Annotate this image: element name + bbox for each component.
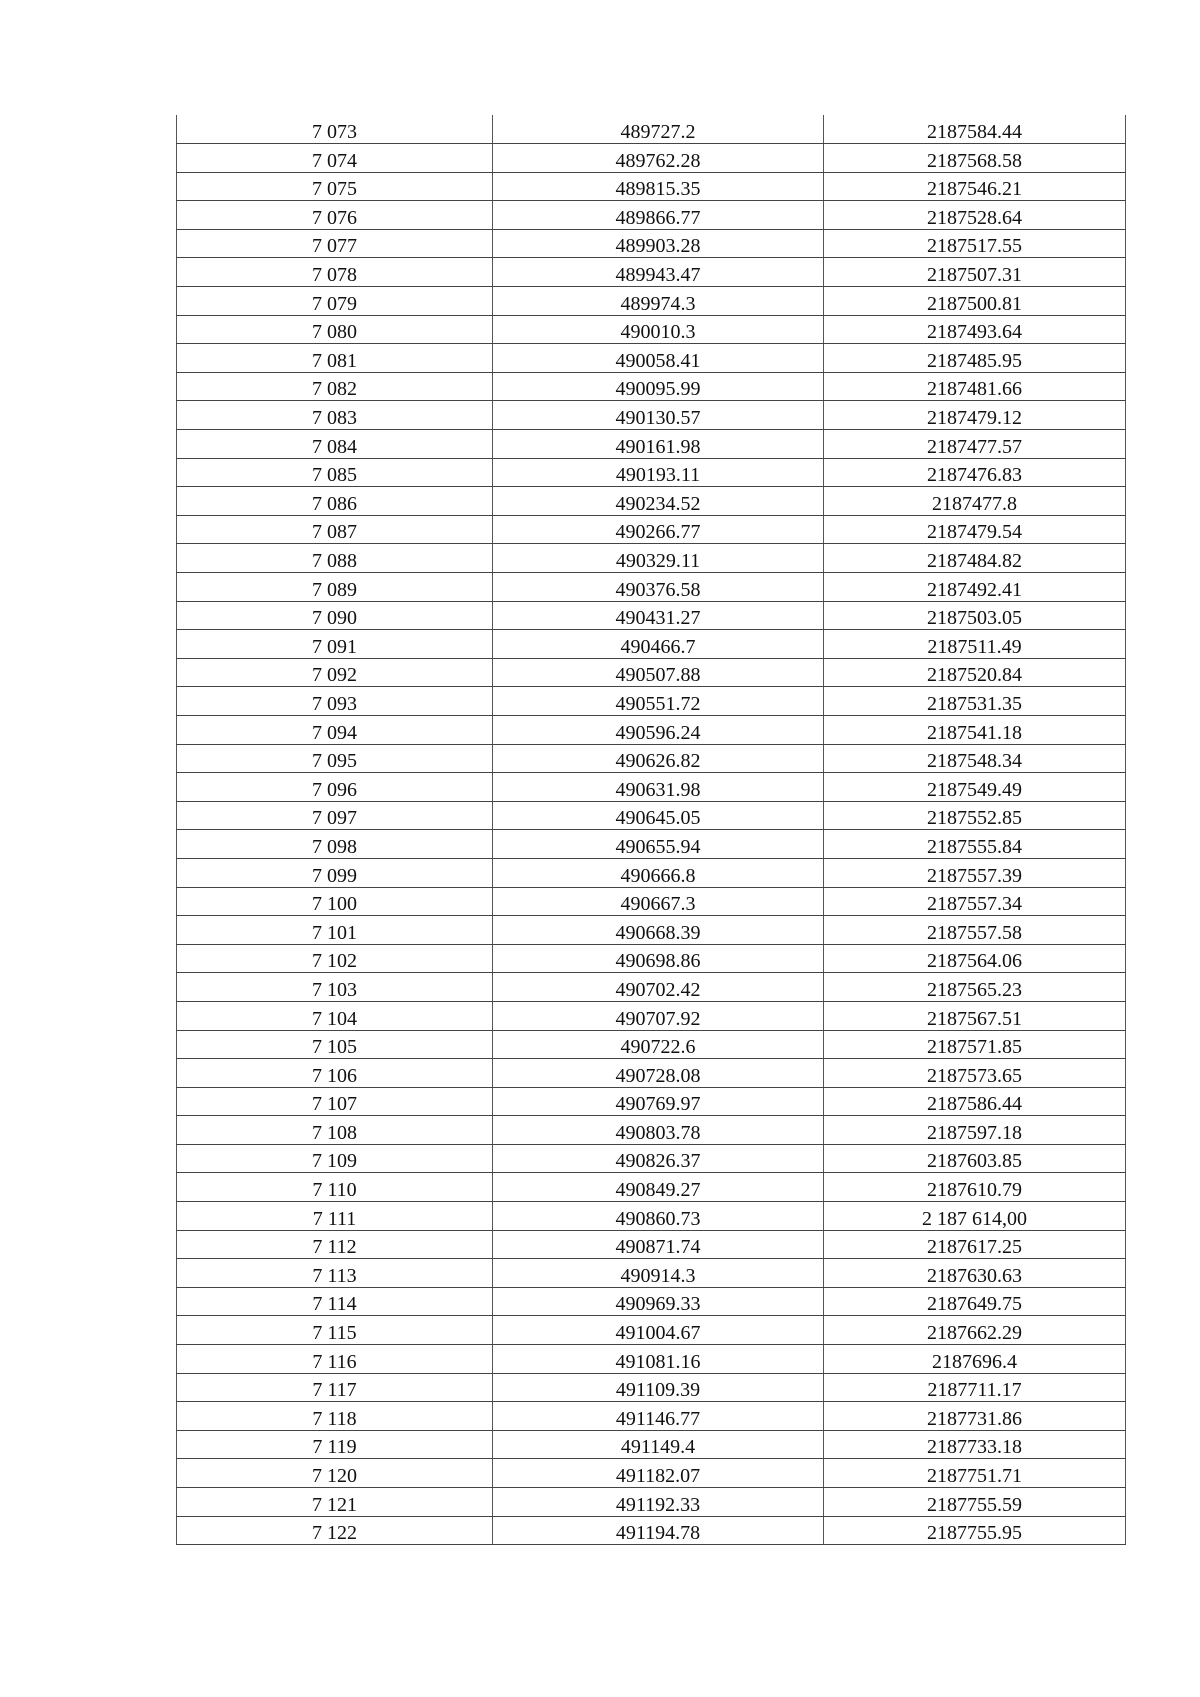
x-coordinate-cell: 490329.11 xyxy=(493,544,824,573)
y-coordinate-cell: 2187541.18 xyxy=(824,715,1126,744)
point-number-cell: 7 115 xyxy=(177,1316,493,1345)
y-coordinate-cell: 2187479.12 xyxy=(824,401,1126,430)
table-row xyxy=(177,1373,1126,1402)
table-row xyxy=(177,944,1126,973)
table-row xyxy=(177,1059,1126,1088)
y-coordinate-cell: 2187630.63 xyxy=(824,1259,1126,1288)
point-number-cell: 7 089 xyxy=(177,573,493,602)
x-coordinate-cell: 490161.98 xyxy=(493,430,824,459)
y-coordinate-cell: 2187755.95 xyxy=(824,1516,1126,1545)
point-number-cell: 7 087 xyxy=(177,515,493,544)
point-number-cell: 7 104 xyxy=(177,1001,493,1030)
x-coordinate-cell: 491081.16 xyxy=(493,1345,824,1374)
x-coordinate-cell: 490058.41 xyxy=(493,344,824,373)
table-row xyxy=(177,1402,1126,1431)
table-row xyxy=(177,229,1126,258)
coordinates-table xyxy=(176,115,1126,1545)
x-coordinate-cell: 490803.78 xyxy=(493,1116,824,1145)
point-number-cell: 7 093 xyxy=(177,687,493,716)
point-number-cell: 7 074 xyxy=(177,144,493,173)
point-number-cell: 7 111 xyxy=(177,1202,493,1231)
table-row xyxy=(177,773,1126,802)
y-coordinate-cell: 2187584.44 xyxy=(824,115,1126,144)
point-number-cell: 7 103 xyxy=(177,973,493,1002)
y-coordinate-cell: 2187755.59 xyxy=(824,1488,1126,1517)
y-coordinate-cell: 2187751.71 xyxy=(824,1459,1126,1488)
table-row xyxy=(177,430,1126,459)
x-coordinate-cell: 489762.28 xyxy=(493,144,824,173)
x-coordinate-cell: 490466.7 xyxy=(493,630,824,659)
point-number-cell: 7 080 xyxy=(177,315,493,344)
point-number-cell: 7 075 xyxy=(177,172,493,201)
y-coordinate-cell: 2187564.06 xyxy=(824,944,1126,973)
x-coordinate-cell: 489974.3 xyxy=(493,287,824,316)
table-row xyxy=(177,887,1126,916)
point-number-cell: 7 091 xyxy=(177,630,493,659)
y-coordinate-cell: 2187711.17 xyxy=(824,1373,1126,1402)
y-coordinate-cell: 2187481.66 xyxy=(824,372,1126,401)
table-row xyxy=(177,573,1126,602)
point-number-cell: 7 118 xyxy=(177,1402,493,1431)
x-coordinate-cell: 490722.6 xyxy=(493,1030,824,1059)
table-row xyxy=(177,1230,1126,1259)
y-coordinate-cell: 2187733.18 xyxy=(824,1430,1126,1459)
table-row xyxy=(177,1345,1126,1374)
point-number-cell: 7 086 xyxy=(177,487,493,516)
point-number-cell: 7 098 xyxy=(177,830,493,859)
y-coordinate-cell: 2187484.82 xyxy=(824,544,1126,573)
x-coordinate-cell: 490698.86 xyxy=(493,944,824,973)
point-number-cell: 7 094 xyxy=(177,715,493,744)
x-coordinate-cell: 490626.82 xyxy=(493,744,824,773)
y-coordinate-cell: 2187586.44 xyxy=(824,1087,1126,1116)
y-coordinate-cell: 2187493.64 xyxy=(824,315,1126,344)
table-row xyxy=(177,344,1126,373)
point-number-cell: 7 096 xyxy=(177,773,493,802)
table-row xyxy=(177,287,1126,316)
y-coordinate-cell: 2187567.51 xyxy=(824,1001,1126,1030)
y-coordinate-cell: 2187573.65 xyxy=(824,1059,1126,1088)
x-coordinate-cell: 491004.67 xyxy=(493,1316,824,1345)
table-row xyxy=(177,830,1126,859)
table-row xyxy=(177,372,1126,401)
x-coordinate-cell: 490769.97 xyxy=(493,1087,824,1116)
y-coordinate-cell: 2187492.41 xyxy=(824,573,1126,602)
table-row xyxy=(177,1316,1126,1345)
table-row xyxy=(177,258,1126,287)
x-coordinate-cell: 490914.3 xyxy=(493,1259,824,1288)
y-coordinate-cell: 2187557.34 xyxy=(824,887,1126,916)
table-row xyxy=(177,1488,1126,1517)
x-coordinate-cell: 490666.8 xyxy=(493,858,824,887)
x-coordinate-cell: 490631.98 xyxy=(493,773,824,802)
y-coordinate-cell: 2187548.34 xyxy=(824,744,1126,773)
y-coordinate-cell: 2187485.95 xyxy=(824,344,1126,373)
table-row xyxy=(177,515,1126,544)
table-row xyxy=(177,172,1126,201)
x-coordinate-cell: 490095.99 xyxy=(493,372,824,401)
coordinates-table-body xyxy=(177,115,1126,1545)
table-row xyxy=(177,201,1126,230)
y-coordinate-cell: 2187531.35 xyxy=(824,687,1126,716)
x-coordinate-cell: 490266.77 xyxy=(493,515,824,544)
y-coordinate-cell: 2187549.49 xyxy=(824,773,1126,802)
table-row xyxy=(177,1087,1126,1116)
table-row xyxy=(177,801,1126,830)
y-coordinate-cell: 2187662.29 xyxy=(824,1316,1126,1345)
x-coordinate-cell: 491182.07 xyxy=(493,1459,824,1488)
point-number-cell: 7 107 xyxy=(177,1087,493,1116)
point-number-cell: 7 120 xyxy=(177,1459,493,1488)
table-row xyxy=(177,401,1126,430)
table-row xyxy=(177,858,1126,887)
point-number-cell: 7 079 xyxy=(177,287,493,316)
point-number-cell: 7 085 xyxy=(177,458,493,487)
x-coordinate-cell: 489903.28 xyxy=(493,229,824,258)
x-coordinate-cell: 490234.52 xyxy=(493,487,824,516)
point-number-cell: 7 097 xyxy=(177,801,493,830)
x-coordinate-cell: 490551.72 xyxy=(493,687,824,716)
point-number-cell: 7 099 xyxy=(177,858,493,887)
table-row xyxy=(177,1001,1126,1030)
point-number-cell: 7 105 xyxy=(177,1030,493,1059)
x-coordinate-cell: 490667.3 xyxy=(493,887,824,916)
table-row xyxy=(177,1516,1126,1545)
table-row xyxy=(177,1287,1126,1316)
x-coordinate-cell: 490596.24 xyxy=(493,715,824,744)
point-number-cell: 7 119 xyxy=(177,1430,493,1459)
y-coordinate-cell: 2187546.21 xyxy=(824,172,1126,201)
y-coordinate-cell: 2187528.64 xyxy=(824,201,1126,230)
x-coordinate-cell: 490707.92 xyxy=(493,1001,824,1030)
table-row xyxy=(177,1459,1126,1488)
table-row xyxy=(177,1430,1126,1459)
point-number-cell: 7 102 xyxy=(177,944,493,973)
x-coordinate-cell: 491149.4 xyxy=(493,1430,824,1459)
point-number-cell: 7 117 xyxy=(177,1373,493,1402)
point-number-cell: 7 109 xyxy=(177,1144,493,1173)
point-number-cell: 7 081 xyxy=(177,344,493,373)
point-number-cell: 7 092 xyxy=(177,658,493,687)
x-coordinate-cell: 490376.58 xyxy=(493,573,824,602)
table-row xyxy=(177,487,1126,516)
y-coordinate-cell: 2187610.79 xyxy=(824,1173,1126,1202)
x-coordinate-cell: 490860.73 xyxy=(493,1202,824,1231)
table-row xyxy=(177,658,1126,687)
y-coordinate-cell: 2187557.58 xyxy=(824,916,1126,945)
y-coordinate-cell: 2187552.85 xyxy=(824,801,1126,830)
y-coordinate-cell: 2187520.84 xyxy=(824,658,1126,687)
point-number-cell: 7 121 xyxy=(177,1488,493,1517)
x-coordinate-cell: 490010.3 xyxy=(493,315,824,344)
x-coordinate-cell: 489866.77 xyxy=(493,201,824,230)
point-number-cell: 7 077 xyxy=(177,229,493,258)
x-coordinate-cell: 490668.39 xyxy=(493,916,824,945)
point-number-cell: 7 116 xyxy=(177,1345,493,1374)
table-row xyxy=(177,458,1126,487)
y-coordinate-cell: 2187731.86 xyxy=(824,1402,1126,1431)
x-coordinate-cell: 490431.27 xyxy=(493,601,824,630)
x-coordinate-cell: 490728.08 xyxy=(493,1059,824,1088)
table-row xyxy=(177,715,1126,744)
y-coordinate-cell: 2187696.4 xyxy=(824,1345,1126,1374)
x-coordinate-cell: 490826.37 xyxy=(493,1144,824,1173)
x-coordinate-cell: 491109.39 xyxy=(493,1373,824,1402)
x-coordinate-cell: 490702.42 xyxy=(493,973,824,1002)
x-coordinate-cell: 489943.47 xyxy=(493,258,824,287)
y-coordinate-cell: 2187503.05 xyxy=(824,601,1126,630)
y-coordinate-cell: 2187568.58 xyxy=(824,144,1126,173)
x-coordinate-cell: 490130.57 xyxy=(493,401,824,430)
y-coordinate-cell: 2187649.75 xyxy=(824,1287,1126,1316)
y-coordinate-cell: 2187571.85 xyxy=(824,1030,1126,1059)
x-coordinate-cell: 490871.74 xyxy=(493,1230,824,1259)
y-coordinate-cell: 2187565.23 xyxy=(824,973,1126,1002)
y-coordinate-cell: 2187597.18 xyxy=(824,1116,1126,1145)
x-coordinate-cell: 489815.35 xyxy=(493,172,824,201)
x-coordinate-cell: 490193.11 xyxy=(493,458,824,487)
point-number-cell: 7 101 xyxy=(177,916,493,945)
point-number-cell: 7 095 xyxy=(177,744,493,773)
point-number-cell: 7 112 xyxy=(177,1230,493,1259)
table-row xyxy=(177,687,1126,716)
point-number-cell: 7 084 xyxy=(177,430,493,459)
x-coordinate-cell: 490849.27 xyxy=(493,1173,824,1202)
point-number-cell: 7 114 xyxy=(177,1287,493,1316)
y-coordinate-cell: 2187477.8 xyxy=(824,487,1126,516)
y-coordinate-cell: 2187477.57 xyxy=(824,430,1126,459)
y-coordinate-cell: 2187517.55 xyxy=(824,229,1126,258)
table-row xyxy=(177,973,1126,1002)
table-row xyxy=(177,144,1126,173)
table-row xyxy=(177,601,1126,630)
point-number-cell: 7 106 xyxy=(177,1059,493,1088)
table-row xyxy=(177,1030,1126,1059)
table-row xyxy=(177,315,1126,344)
point-number-cell: 7 073 xyxy=(177,115,493,144)
x-coordinate-cell: 490969.33 xyxy=(493,1287,824,1316)
y-coordinate-cell: 2187511.49 xyxy=(824,630,1126,659)
table-row xyxy=(177,1259,1126,1288)
point-number-cell: 7 078 xyxy=(177,258,493,287)
table-row xyxy=(177,916,1126,945)
y-coordinate-cell: 2 187 614,00 xyxy=(824,1202,1126,1231)
point-number-cell: 7 088 xyxy=(177,544,493,573)
point-number-cell: 7 108 xyxy=(177,1116,493,1145)
point-number-cell: 7 110 xyxy=(177,1173,493,1202)
x-coordinate-cell: 489727.2 xyxy=(493,115,824,144)
y-coordinate-cell: 2187500.81 xyxy=(824,287,1126,316)
table-row xyxy=(177,1144,1126,1173)
table-row xyxy=(177,630,1126,659)
point-number-cell: 7 100 xyxy=(177,887,493,916)
x-coordinate-cell: 491192.33 xyxy=(493,1488,824,1517)
y-coordinate-cell: 2187603.85 xyxy=(824,1144,1126,1173)
table-row xyxy=(177,1202,1126,1231)
point-number-cell: 7 113 xyxy=(177,1259,493,1288)
x-coordinate-cell: 490507.88 xyxy=(493,658,824,687)
x-coordinate-cell: 491146.77 xyxy=(493,1402,824,1431)
y-coordinate-cell: 2187557.39 xyxy=(824,858,1126,887)
table-row xyxy=(177,1116,1126,1145)
y-coordinate-cell: 2187555.84 xyxy=(824,830,1126,859)
point-number-cell: 7 122 xyxy=(177,1516,493,1545)
y-coordinate-cell: 2187476.83 xyxy=(824,458,1126,487)
table-row xyxy=(177,544,1126,573)
x-coordinate-cell: 490645.05 xyxy=(493,801,824,830)
y-coordinate-cell: 2187617.25 xyxy=(824,1230,1126,1259)
table-row xyxy=(177,744,1126,773)
table-row xyxy=(177,115,1126,144)
y-coordinate-cell: 2187479.54 xyxy=(824,515,1126,544)
table-row xyxy=(177,1173,1126,1202)
point-number-cell: 7 083 xyxy=(177,401,493,430)
point-number-cell: 7 090 xyxy=(177,601,493,630)
point-number-cell: 7 082 xyxy=(177,372,493,401)
point-number-cell: 7 076 xyxy=(177,201,493,230)
y-coordinate-cell: 2187507.31 xyxy=(824,258,1126,287)
x-coordinate-cell: 490655.94 xyxy=(493,830,824,859)
x-coordinate-cell: 491194.78 xyxy=(493,1516,824,1545)
